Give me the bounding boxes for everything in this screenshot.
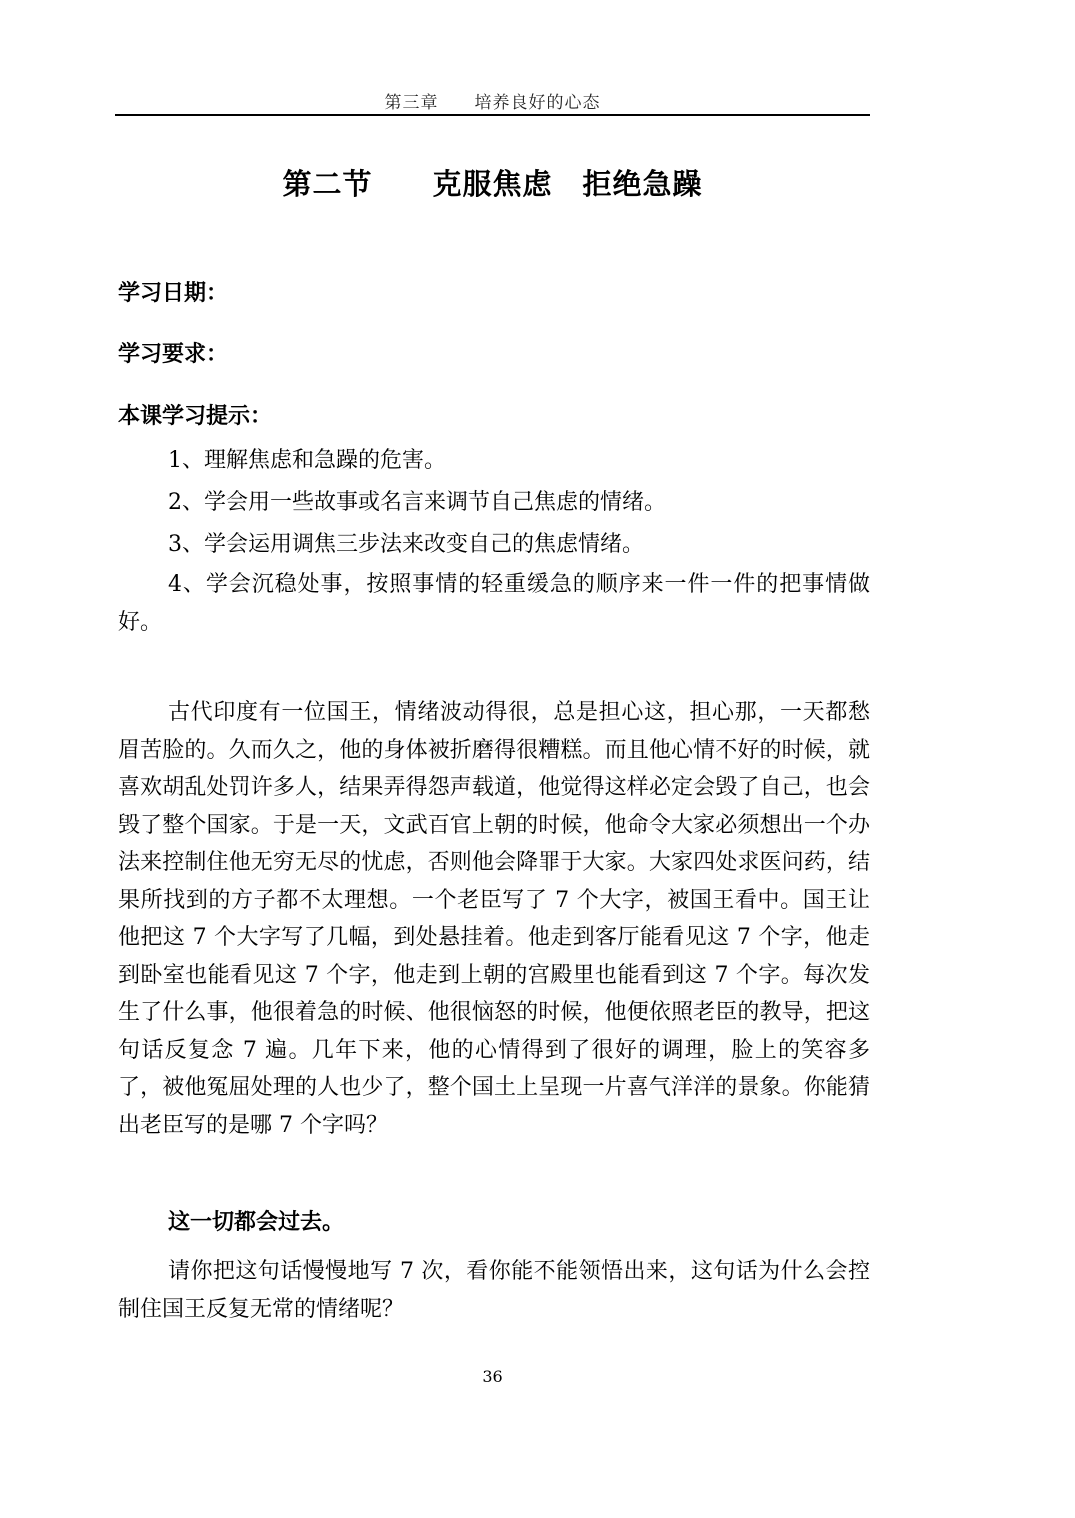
story-paragraph: 古代印度有一位国王，情绪波动得很，总是担心这，担心那，一天都愁眉苦脸的。久而久之，他的身体被折磨得很糟糕。而且他心情不好的时候，就喜欢胡乱处罚许多人，结果弄得怨声载道，他觉得这样必定会毁了自己，也会毁了整个国家。于是一天，文武百官上朝的时候，他命令大家必须想出一个办法来控制住他无穷无尽的忧虑，否则他会降罪于大家。大家四处求医问药，结果所找到的方子都不太理想。一个老臣写了 7 个大字，被国王看中。国王让他把这 7 个大字写了几幅，到处悬挂着。他走到客厅能看见这 7 个字，他走到卧室也能看见这 7 个字，他走到上朝的宫殿里也能看到这 7 个字。每次发生了什么事，他很着急的时候、他很恼怒的时候，他便依照老臣的教导，把这句话反复念 7 遍。几年下来，他的心情得到了很好的调理，脸上的笑容多了，被他冤屈处理的人也少了，整个国土上呈现一片喜气洋洋的景象。你能猜出老臣写的是哪 7 个字吗？ [118, 700, 870, 1138]
running-header: 第三章 培养良好的心态 [384, 93, 601, 113]
tip-item: 4、学会沉稳处事，按照事情的轻重缓急的顺序来一件一件的把事情做好。 [118, 572, 870, 635]
tip-item: 1、理解焦虑和急躁的危害。 [168, 448, 446, 473]
section-title: 第二节 克服焦虑 拒绝急躁 [282, 167, 703, 201]
answer-line: 这一切都会过去。 [168, 1210, 345, 1235]
tip-item: 2、学会用一些故事或名言来调节自己焦虑的情绪。 [168, 490, 666, 515]
tip-item: 3、学会运用调焦三步法来改变自己的焦虑情绪。 [168, 532, 644, 557]
question-paragraph: 请你把这句话慢慢地写 7 次，看你能不能领悟出来，这句话为什么会控制住国王反复无常的情绪呢？ [118, 1259, 870, 1322]
tips-label: 本课学习提示： [118, 404, 273, 429]
header-rule [115, 114, 870, 116]
page-number: 36 [482, 1367, 503, 1386]
study-date-label: 学习日期： [118, 281, 229, 306]
study-requirement-label: 学习要求： [118, 342, 229, 367]
